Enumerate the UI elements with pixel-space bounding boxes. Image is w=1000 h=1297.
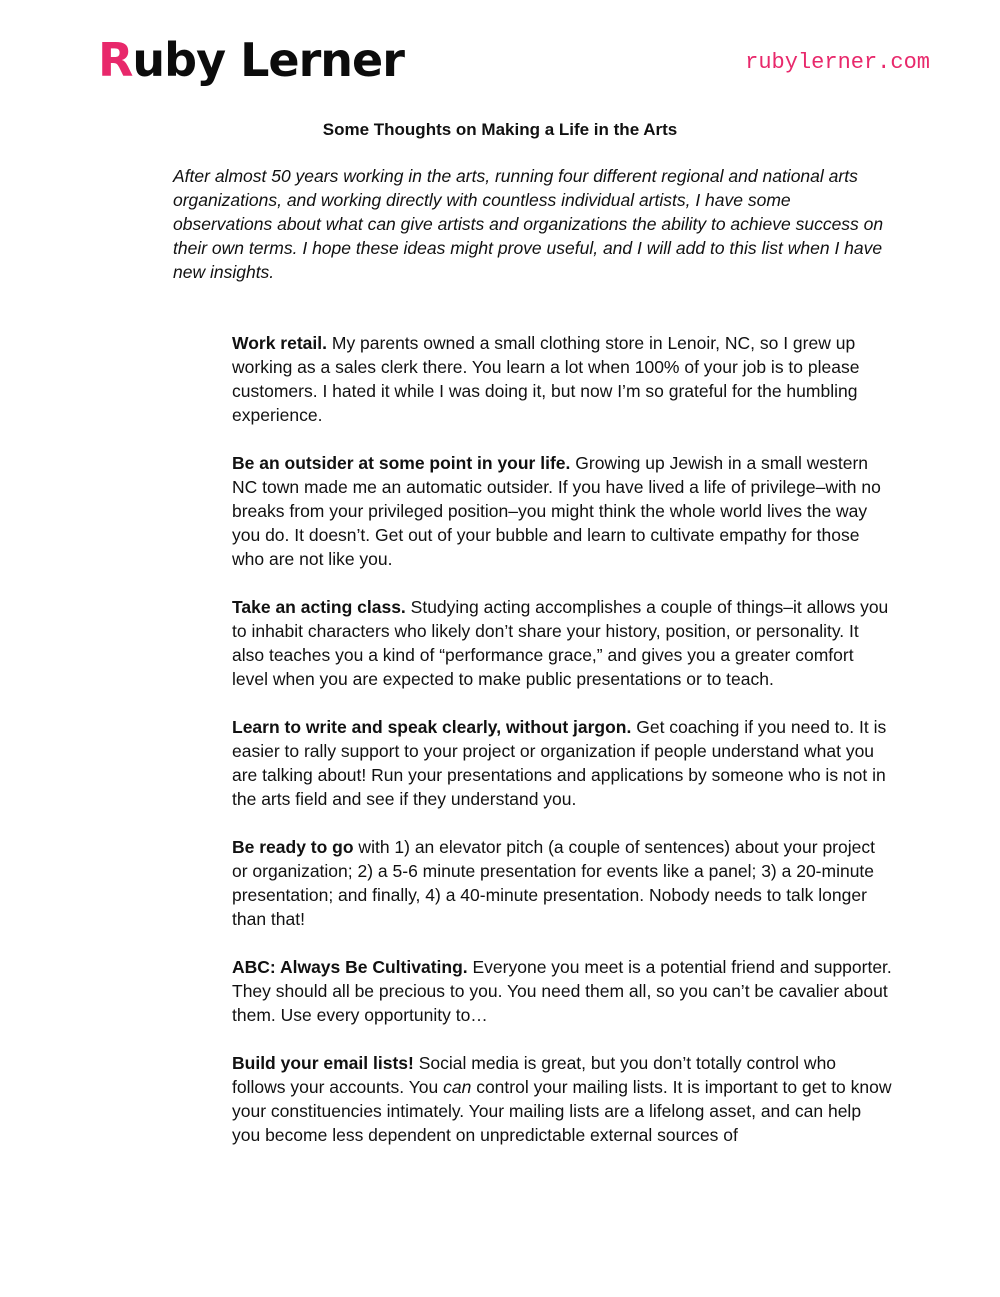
advice-item-heading: Be ready to go <box>232 837 354 857</box>
logo-name: uby Lerner <box>132 33 404 87</box>
ruby-lerner-logo <box>98 30 404 90</box>
advice-item-heading: Take an acting class. <box>232 597 406 617</box>
logo-initial: R <box>98 33 133 87</box>
advice-list <box>232 331 892 1171</box>
advice-item-heading: Be an outsider at some point in your life. <box>232 453 571 473</box>
advice-item-heading: Build your email lists! <box>232 1053 414 1073</box>
advice-item-be-ready-to-go <box>232 835 892 931</box>
advice-item-body: Growing up Jewish in a small western NC town made me an automatic outsider. If you have lived a life of privilege–with no breaks from your privileged position–you might think the whole world lives the way you do. It doesn’t. Get out of your bubble and learn to cultivate empathy for those who are not like you. <box>232 453 881 569</box>
advice-item-body: My parents owned a small clothing store in Lenoir, NC, so I grew up working as a sales clerk there. You learn a lot when 100% of your job is to please customers. I hated it while I was doing it, but now I’m so grateful for the humbling experience. <box>232 333 860 425</box>
advice-item-work-retail <box>232 331 892 427</box>
advice-item-body: Social media is great, but you don’t totally control who follows your accounts. You <box>232 1053 837 1097</box>
advice-item-be-an-outsider <box>232 451 892 571</box>
advice-item-heading: Learn to write and speak clearly, without jargon. <box>232 717 632 737</box>
advice-item-build-email-lists <box>232 1051 892 1147</box>
advice-item-body: Everyone you meet is a potential friend and supporter. They should all be precious to you. You need them all, so you can’t be cavalier about them. Use every opportunity to… <box>232 957 892 1025</box>
advice-item-always-be-cultivating <box>232 955 892 1027</box>
advice-item-body: Studying acting accomplishes a couple of things–it allows you to inhabit characters who likely don’t share your history, position, or personality. It also teaches you a kind of “performance grace,” and gives you a greater comfort level when you are expected to make public presentations or to teach. <box>232 597 889 689</box>
advice-item-body: Get coaching if you need to. It is easier to rally support to your project or organization if people understand what you are talking about! Run your presentations and applications by someone who is not in the arts field and see if they understand you. <box>232 717 887 809</box>
advice-item-body-continued: control your mailing lists. It is important to get to know your constituencies intimately. Your mailing lists are a lifelong asset, and can help you become less dependent on unpredictable external sources of <box>232 1077 892 1145</box>
advice-item-acting-class <box>232 595 892 691</box>
advice-item-body: with 1) an elevator pitch (a couple of sentences) about your project or organization; 2) a 5-6 minute presentation for events like a panel; 3) a 20-minute presentation; and finally, 4) a 40-minute presentation. Nobody needs to talk longer than that! <box>232 837 875 929</box>
advice-item-heading: ABC: Always Be Cultivating. <box>232 957 468 977</box>
advice-item-emphasis: can <box>443 1077 472 1097</box>
advice-item-write-speak-clearly <box>232 715 892 811</box>
site-url: rubylerner.com <box>745 50 930 75</box>
intro-paragraph: After almost 50 years working in the arts, running four different regional and national arts organizations, and working directly with countless individual artists, I have some observations about what can give artists and organizations the ability to achieve success on their own terms. I hope these ideas might prove useful, and I will add to this list when I have new insights. <box>173 166 884 282</box>
advice-item-heading: Work retail. <box>232 333 327 353</box>
document-title: Some Thoughts on Making a Life in the Arts <box>322 120 678 139</box>
